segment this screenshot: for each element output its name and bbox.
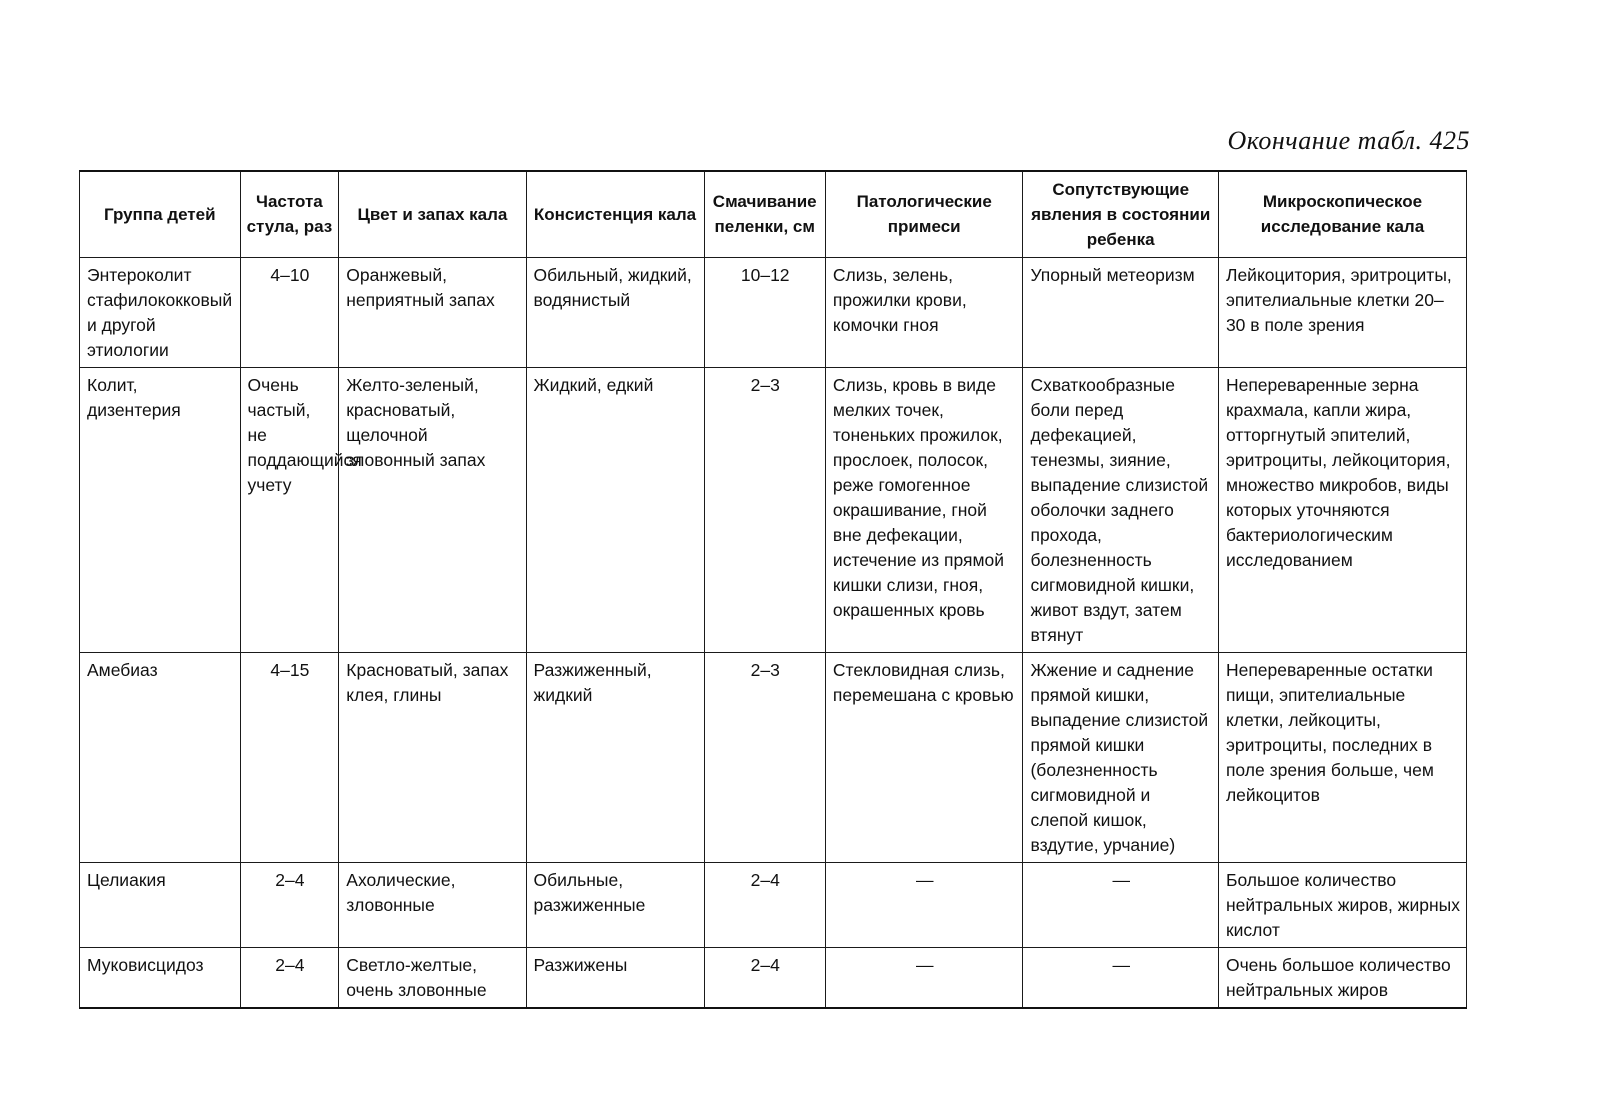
cell-microscopy: Непереваренные зерна крахмала, капли жира, отторгнутый эпителий, эритроциты, лейкоцитория, множество микробов, виды которых уточняются бактериологическим исследованием bbox=[1218, 367, 1466, 652]
cell-group: Муковисцидоз bbox=[80, 947, 241, 1008]
cell-microscopy: Очень большое количество нейтральных жиров bbox=[1218, 947, 1466, 1008]
cell-impurities: Слизь, кровь в виде мелких точек, тоненьких прожилок, прослоек, полосок, реже гомогенное окрашивание, гной вне дефекации, истечение из прямой кишки слизи, гноя, окрашенных кровь bbox=[825, 367, 1023, 652]
stool-characteristics-table bbox=[79, 170, 1467, 1009]
table-row bbox=[80, 947, 1467, 1008]
cell-group: Энтероколит стафилококковый и другой этиологии bbox=[80, 257, 241, 367]
header-microscopy: Микроскопическое исследование кала bbox=[1218, 171, 1466, 257]
cell-impurities: — bbox=[825, 862, 1023, 947]
cell-wetting: 2–4 bbox=[704, 862, 825, 947]
header-color-smell: Цвет и запах кала bbox=[339, 171, 526, 257]
cell-group: Колит, дизентерия bbox=[80, 367, 241, 652]
header-frequency: Частота стула, раз bbox=[240, 171, 339, 257]
cell-color-smell: Ахолические, зловонные bbox=[339, 862, 526, 947]
header-accompanying: Сопутствующие явления в состоянии ребенка bbox=[1023, 171, 1218, 257]
cell-consistency: Разжиженный, жидкий bbox=[526, 652, 704, 862]
header-row bbox=[80, 171, 1467, 257]
header-consistency: Консистенция кала bbox=[526, 171, 704, 257]
cell-color-smell: Красноватый, запах клея, глины bbox=[339, 652, 526, 862]
cell-color-smell: Оранжевый, неприятный запах bbox=[339, 257, 526, 367]
table-row bbox=[80, 652, 1467, 862]
cell-impurities: Слизь, зелень, прожилки крови, комочки гноя bbox=[825, 257, 1023, 367]
cell-consistency: Жидкий, едкий bbox=[526, 367, 704, 652]
cell-frequency: 4–10 bbox=[240, 257, 339, 367]
cell-accompanying: Упорный метеоризм bbox=[1023, 257, 1218, 367]
cell-consistency: Разжижены bbox=[526, 947, 704, 1008]
table-row bbox=[80, 367, 1467, 652]
cell-color-smell: Светло-желтые, очень зловонные bbox=[339, 947, 526, 1008]
cell-wetting: 10–12 bbox=[704, 257, 825, 367]
cell-wetting: 2–3 bbox=[704, 652, 825, 862]
cell-microscopy: Лейкоцитория, эритроциты, эпителиальные клетки 20–30 в поле зрения bbox=[1218, 257, 1466, 367]
cell-microscopy: Большое количество нейтральных жиров, жирных кислот bbox=[1218, 862, 1466, 947]
cell-wetting: 2–4 bbox=[704, 947, 825, 1008]
cell-consistency: Обильный, жидкий, водянистый bbox=[526, 257, 704, 367]
cell-frequency: 2–4 bbox=[240, 862, 339, 947]
cell-wetting: 2–3 bbox=[704, 367, 825, 652]
header-wetting: Смачивание пеленки, см bbox=[704, 171, 825, 257]
cell-frequency: Очень частый, не поддающийся учету bbox=[240, 367, 339, 652]
table-row bbox=[80, 862, 1467, 947]
cell-group: Целиакия bbox=[80, 862, 241, 947]
cell-impurities: Стекловидная слизь, перемешана с кровью bbox=[825, 652, 1023, 862]
cell-impurities: — bbox=[825, 947, 1023, 1008]
header-impurities: Патологические примеси bbox=[825, 171, 1023, 257]
cell-accompanying: Жжение и саднение прямой кишки, выпадение слизистой прямой кишки (болезненность сигмовидной и слепой кишок, вздутие, урчание) bbox=[1023, 652, 1218, 862]
cell-accompanying: Схваткообразные боли перед дефекацией, тенезмы, зияние, выпадение слизистой оболочки заднего прохода, болезненность сигмовидной кишки, живот вздут, затем втянут bbox=[1023, 367, 1218, 652]
cell-consistency: Обильные, разжиженные bbox=[526, 862, 704, 947]
table-caption: Окончание табл. 425 bbox=[1227, 126, 1470, 155]
cell-accompanying: — bbox=[1023, 862, 1218, 947]
table-row bbox=[80, 257, 1467, 367]
cell-accompanying: — bbox=[1023, 947, 1218, 1008]
cell-group: Амебиаз bbox=[80, 652, 241, 862]
cell-microscopy: Непереваренные остатки пищи, эпителиальные клетки, лейкоциты, эритроциты, последних в поле зрения больше, чем лейкоцитов bbox=[1218, 652, 1466, 862]
cell-frequency: 2–4 bbox=[240, 947, 339, 1008]
cell-frequency: 4–15 bbox=[240, 652, 339, 862]
cell-color-smell: Желто-зеленый, красноватый, щелочной зловонный запах bbox=[339, 367, 526, 652]
header-group: Группа детей bbox=[80, 171, 241, 257]
